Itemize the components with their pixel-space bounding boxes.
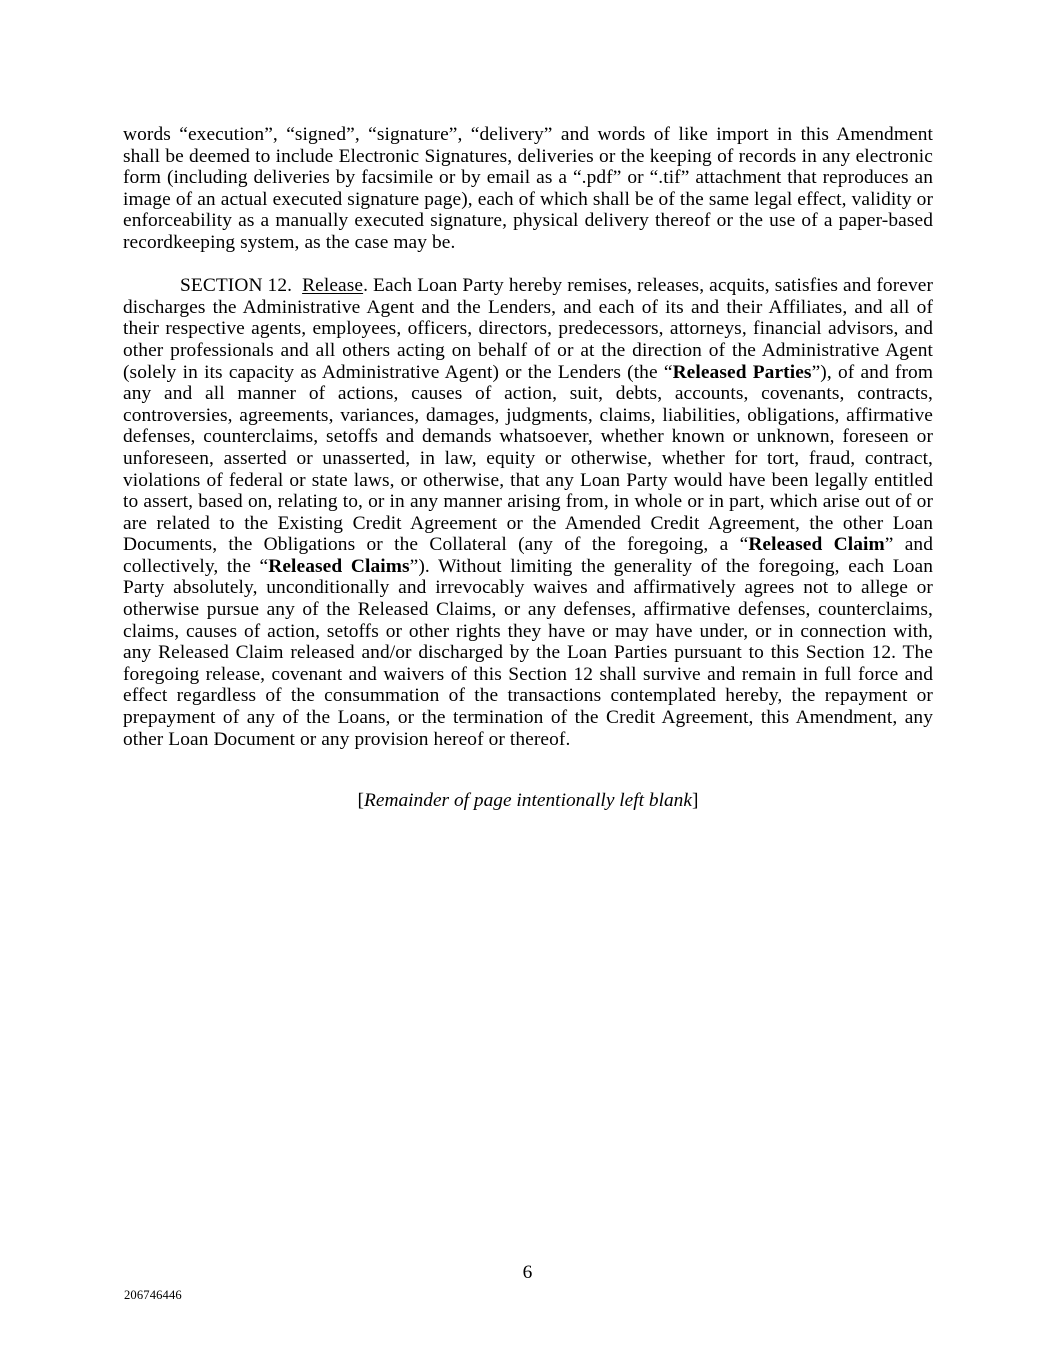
paragraph-electronic-signatures <box>123 124 933 254</box>
notice-close-bracket: ] <box>691 790 699 811</box>
section-12-text-part-2: ”), of and from any and all manner of actions, causes of action, suit, debts, accounts, covenants, contracts, controversies, agreements, variances, damages, judgments, claims, liabilities, obligations, affirmative defenses, counterclaims, setoffs and demands whatsoever, whether known or unknown, foreseen or unforeseen, asserted or unasserted, in law, equity or otherwise, whether for tort, fraud, contract, violations of federal or state laws, or otherwise, that any Loan Party would have been legally entitled to assert, based on, relating to, or in any manner arising from, in whole or in part, which arise out of or are related to the Existing Credit Agreement or the Amended Credit Agreement, the other Loan Documents, the Obligations or the Collateral (any of the foregoing, a “ <box>123 361 933 556</box>
notice-open-bracket: [ <box>357 790 365 811</box>
section-12-text-part-4: ”). Without limiting the generality of the foregoing, each Loan Party absolutely, unconditionally and irrevocably waives and affirmatively agrees not to allege or otherwise pursue any of the Released Claims, or any defenses, affirmative defenses, counterclaims, claims, causes of action, setoffs or other rights they have or may have under, or in connection with, any Released Claim released and/or discharged by the Loan Parties pursuant to this Section 12. The foregoing release, covenant and waivers of this Section 12 shall survive and remain in full force and effect regardless of the consummation of the transactions contemplated hereby, the repayment or prepayment of any of the Loans, or the termination of the Credit Agreement, this Amendment, any other Loan Document or any provision hereof or thereof. <box>123 555 933 750</box>
section-12-heading: Release <box>302 275 364 297</box>
document-id-footer: 206746446 <box>124 1288 182 1302</box>
section-12-text-part-3: ” and collectively, the “ <box>123 534 933 577</box>
paragraph-electronic-signatures-text: words “execution”, “signed”, “signature”, “delivery” and words of like import in this Amendment shall be deemed to include Electronic Signatures, deliveries or the keeping of records in any electronic form (including deliveries by facsimile or by email as a “.pdf” or “.tif” attachment that reproduces an image of an actual executed signature page), each of which shall be of the same legal effect, validity or enforceability as a manually executed signature, physical delivery thereof or the use of a paper-based recordkeeping system, as the case may be. <box>123 124 933 253</box>
document-body <box>123 124 933 750</box>
section-12-heading-punct: . <box>363 275 369 297</box>
page-number: 6 <box>522 1262 533 1283</box>
notice-text: Remainder of page intentionally left blank <box>364 790 692 811</box>
section-12-text-part-1: Each Loan Party hereby remises, releases, acquits, satisfies and forever discharges the Administrative Agent and the Lenders, and each of its and their Affiliates, and all of their respective agents, employees, officers, directors, predecessors, attorneys, financial advisors, and other professionals and all others acting on behalf of or at the direction of the Administrative Agent (solely in its capacity as Administrative Agent) or the Lenders (the “ <box>123 275 934 383</box>
remainder-of-page-notice <box>123 790 933 812</box>
defined-term-released-parties: Released Parties <box>672 361 812 383</box>
section-12-number: SECTION 12. <box>180 275 293 297</box>
defined-term-released-claims: Released Claims <box>268 555 410 577</box>
paragraph-section-12-release <box>123 275 933 750</box>
defined-term-released-claim: Released Claim <box>748 534 885 556</box>
